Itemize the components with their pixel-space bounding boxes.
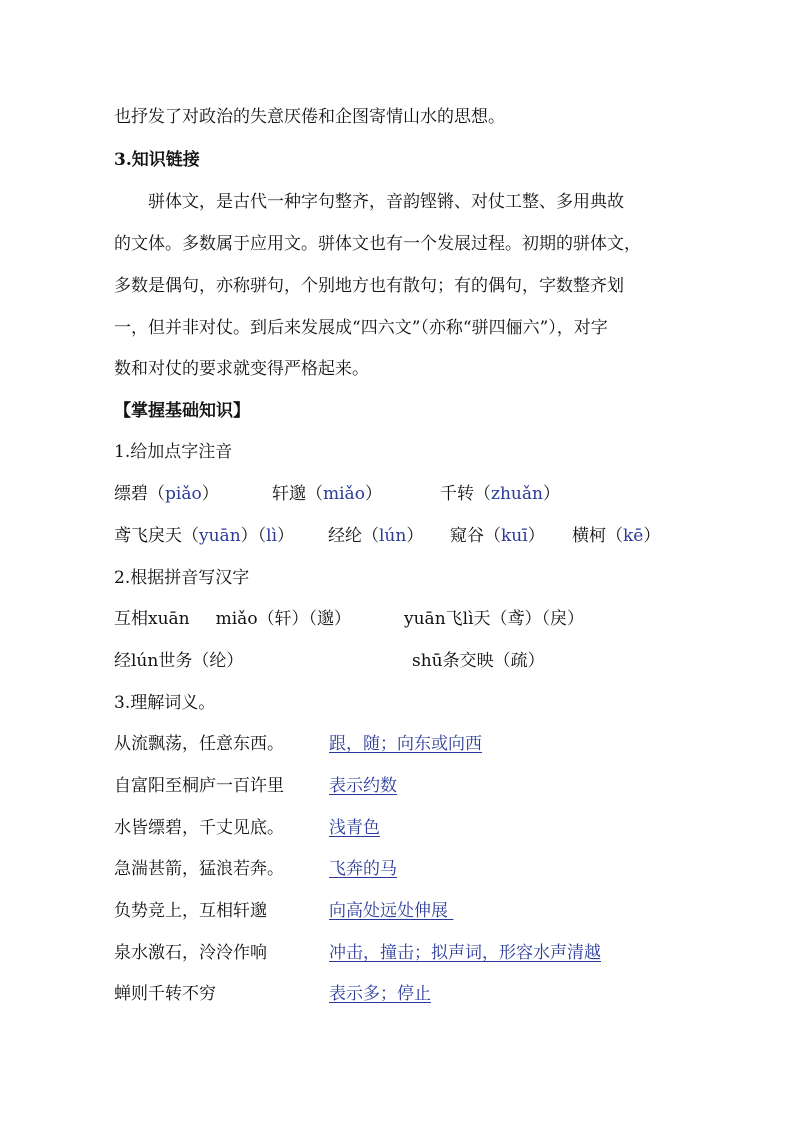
vocab-row: [114, 775, 397, 797]
vocab-question: 急湍甚箭，猛浪若奔。: [114, 859, 284, 879]
pinyin-item: 鸢飞戾天（yuān）（lì）: [114, 526, 295, 546]
vocab-answer: 表示多；停止: [329, 984, 431, 1004]
q3-heading: 3.理解词义。: [114, 693, 216, 713]
knowledge-para-line: 的文体。多数属于应用文。骈体文也有一个发展过程。初期的骈体文，: [114, 234, 641, 254]
vocab-answer: 向高处远处伸展: [329, 901, 454, 921]
vocab-answer: 浅青色: [329, 818, 380, 838]
write-item: 经lún世务（纶）: [114, 651, 244, 671]
vocab-answer: 跟，随；向东或向西: [329, 734, 482, 754]
knowledge-heading: 3.知识链接: [114, 150, 200, 170]
pinyin-item: 千转（zhuǎn）: [440, 484, 560, 504]
vocab-row: [114, 942, 601, 964]
vocab-row: [114, 983, 431, 1005]
knowledge-para-line: 骈体文，是古代一种字句整齐，音韵铿锵、对仗工整、多用典故: [148, 192, 624, 212]
write-item: shū条交映（疏）: [412, 651, 545, 671]
vocab-answer: 表示约数: [329, 776, 397, 796]
vocab-question: 泉水激石，泠泠作响: [114, 943, 267, 963]
vocab-row: [114, 900, 454, 922]
write-item: yuān飞lì天（鸢）（戾）: [404, 609, 585, 629]
pinyin-item: 经纶（lún）: [328, 526, 424, 546]
vocab-question: 蝉则千转不穷: [114, 984, 216, 1004]
vocab-question: 自富阳至桐庐一百许里: [114, 776, 284, 796]
knowledge-para-line: 多数是偶句，亦称骈句，个别地方也有散句；有的偶句，字数整齐划: [114, 276, 624, 296]
vocab-question: 负势竞上，互相轩邈: [114, 901, 267, 921]
write-item: 互相xuān miǎo（轩）（邈）: [114, 609, 352, 629]
vocab-row: [114, 733, 482, 755]
knowledge-para-line: 数和对仗的要求就变得严格起来。: [114, 359, 369, 379]
pinyin-item: 窥谷（kuī）: [450, 526, 545, 546]
vocab-row: [114, 858, 397, 880]
pinyin-item: 横柯（kē）: [572, 526, 661, 546]
vocab-question: 水皆缥碧，千丈见底。: [114, 818, 284, 838]
q1-heading: 1.给加点字注音: [114, 442, 233, 462]
q2-heading: 2.根据拼音写汉字: [114, 568, 250, 588]
knowledge-para-line: 一，但并非对仗。到后来发展成“四六文”（亦称“骈四俪六”），对字: [114, 318, 608, 338]
vocab-answer: 飞奔的马: [329, 859, 397, 879]
vocab-row: [114, 817, 380, 839]
section-title: 【掌握基础知识】: [114, 401, 250, 421]
pinyin-item: 缥碧（piǎo）: [114, 484, 219, 504]
vocab-question: 从流飘荡，任意东西。: [114, 734, 284, 754]
vocab-answer: 冲击，撞击；拟声词，形容水声清越: [329, 943, 601, 963]
intro-tail: 也抒发了对政治的失意厌倦和企图寄情山水的思想。: [114, 107, 505, 127]
pinyin-item: 轩邈（miǎo）: [272, 484, 382, 504]
